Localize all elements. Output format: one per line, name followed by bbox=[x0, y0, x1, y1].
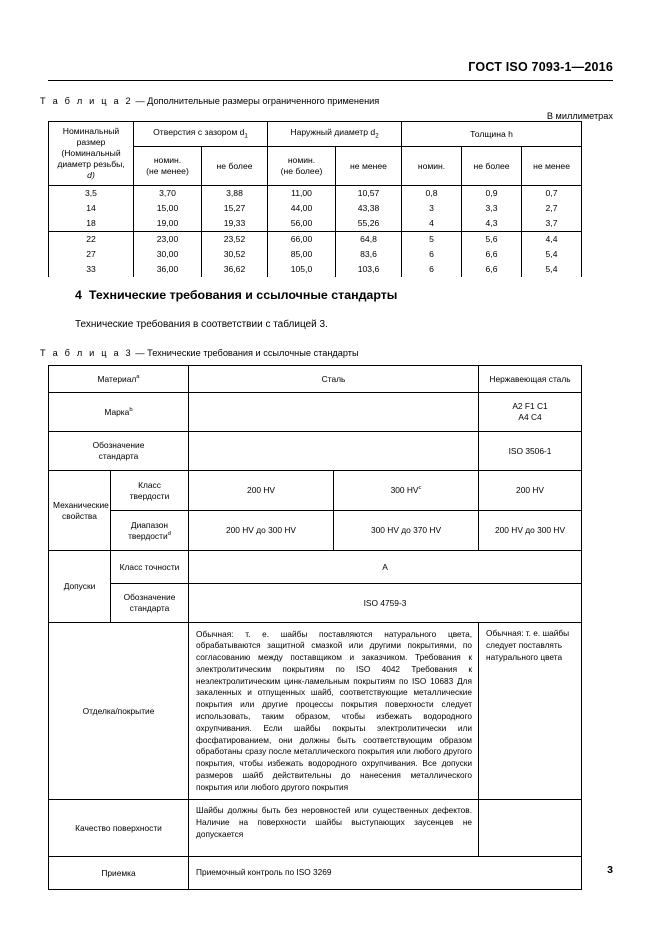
table3-caption-text: Технические требования и ссылочные стандарты bbox=[147, 348, 359, 358]
table-row bbox=[49, 432, 582, 471]
row-label-standard-designation: Обозначение стандарта bbox=[49, 432, 189, 471]
cell-d2-min: 64,8 bbox=[336, 232, 402, 248]
table2-sub-thickness-nominal: номин. bbox=[402, 147, 462, 186]
cell-d2-nominal: 44,00 bbox=[268, 201, 336, 216]
table-row bbox=[49, 551, 582, 584]
cell-d1-nominal: 3,70 bbox=[134, 186, 202, 202]
cell-d1-max: 23,52 bbox=[202, 232, 268, 248]
table2-units-note: В миллиметрах bbox=[546, 111, 613, 121]
cell-d2-min: 83,6 bbox=[336, 247, 402, 262]
standard-number: ГОСТ ISO 7093-1—2016 bbox=[468, 60, 613, 74]
cell-h-min: 5,4 bbox=[522, 247, 582, 262]
section-heading-4 bbox=[75, 288, 397, 302]
table3-header-material: Материал$^a$ bbox=[49, 366, 189, 393]
cell-d2-nominal: 56,00 bbox=[268, 216, 336, 232]
table3-header-steel: Сталь bbox=[189, 366, 479, 393]
cell-h-max: 0,9 bbox=[462, 186, 522, 202]
cell-nominal-size: 22 bbox=[49, 232, 134, 248]
cell-hardness-range-steel-2: 300 HV до 370 HV bbox=[334, 511, 479, 551]
row-label-hardness-range: Диапазон твердости$^d$ bbox=[111, 511, 189, 551]
cell-accuracy-class-value: A bbox=[189, 551, 582, 584]
cell-d2-nominal: 66,00 bbox=[268, 232, 336, 248]
row-label-grade: Марка$^b$ bbox=[49, 393, 189, 432]
cell-h-min: 3,7 bbox=[522, 216, 582, 232]
cell-h-max: 5,6 bbox=[462, 232, 522, 248]
cell-d1-max: 19,33 bbox=[202, 216, 268, 232]
cell-hardness-range-steel: 200 HV до 300 HV bbox=[189, 511, 334, 551]
page-number: 3 bbox=[607, 864, 613, 876]
table-row bbox=[49, 471, 582, 511]
table2-group-thickness: Толщина h bbox=[402, 122, 582, 147]
cell-grade-stainless: A2 F1 C1 A4 C4 bbox=[479, 393, 582, 432]
table3-header-row bbox=[49, 366, 582, 393]
cell-nominal-size: 14 bbox=[49, 201, 134, 216]
table2-caption-dash: — bbox=[132, 96, 148, 106]
table-row bbox=[49, 216, 582, 232]
table2-sub-thickness-max: не более bbox=[462, 147, 522, 186]
cell-d1-max: 36,62 bbox=[202, 262, 268, 277]
table3-header-stainless-steel: Нержавеющая сталь bbox=[479, 366, 582, 393]
cell-d1-nominal: 30,00 bbox=[134, 247, 202, 262]
cell-d1-nominal: 36,00 bbox=[134, 262, 202, 277]
row-label-surface-quality: Качество поверхности bbox=[49, 800, 189, 857]
cell-d2-min: 55,26 bbox=[336, 216, 402, 232]
cell-h-min: 4,4 bbox=[522, 232, 582, 248]
cell-nominal-size: 27 bbox=[49, 247, 134, 262]
table-row bbox=[49, 201, 582, 216]
table2-sub-hole-max: не более bbox=[202, 147, 268, 186]
section-number: 4 bbox=[75, 288, 82, 302]
cell-d1-max: 3,88 bbox=[202, 186, 268, 202]
cell-nominal-size: 18 bbox=[49, 216, 134, 232]
table-row bbox=[49, 262, 582, 277]
table2-caption-text: Дополнительные размеры ограниченного применения bbox=[147, 96, 380, 106]
cell-h-nominal: 6 bbox=[402, 247, 462, 262]
cell-h-min: 5,4 bbox=[522, 262, 582, 277]
cell-h-max: 3,3 bbox=[462, 201, 522, 216]
table3-caption-label: Т а б л и ц а 3 bbox=[40, 348, 133, 358]
row-label-accuracy-class: Класс точности bbox=[111, 551, 189, 584]
cell-d2-nominal: 11,00 bbox=[268, 186, 336, 202]
cell-grade-steel bbox=[189, 393, 479, 432]
table-row bbox=[49, 186, 582, 202]
table2-caption-label: Т а б л и ц а 2 bbox=[40, 96, 133, 106]
table2-sub-thickness-min: не менее bbox=[522, 147, 582, 186]
cell-finish-steel: Обычная: т. е. шайбы поставляются натурального цвета, обрабатываются защитной смазкой или другими покрытиями, по согласованию между поставщиком и заказчиком. Требования к электролитическим покрытиям по ISO 4042 Требования к неэлектролитическим цинк-ламельным покрытиям по ISO 10683 Для закаленных и отпущенных шайб, соответствующие металлические покрытия или другие процессы покрытия поверхности следует использовать, таким образом, чтобы избежать водородного охрупчивания. Если шайбы покрыты электролитически или фосфатированием, они должны быть соответствующим образом обработаны сразу после металлического покрытия или любого другого покрытия, чтобы избежать водородного охрупчивания. Все допуски размеров шайб действительны до нанесения металлического покрытия или любого другого покрытия bbox=[189, 623, 479, 800]
cell-nominal-size: 3,5 bbox=[49, 186, 134, 202]
cell-d1-nominal: 19,00 bbox=[134, 216, 202, 232]
cell-d1-nominal: 15,00 bbox=[134, 201, 202, 216]
table-row bbox=[49, 623, 582, 800]
table-technical-requirements bbox=[48, 365, 582, 890]
cell-d2-min: 10,57 bbox=[336, 186, 402, 202]
cell-hardness-class-stainless: 200 HV bbox=[479, 471, 582, 511]
cell-h-nominal: 6 bbox=[402, 262, 462, 277]
row-label-tolerance-standard: Обозначение стандарта bbox=[111, 584, 189, 623]
cell-h-min: 0,7 bbox=[522, 186, 582, 202]
table3-caption-dash: — bbox=[132, 348, 148, 358]
table2-sub-hole-nominal: номин. (не менее) bbox=[134, 147, 202, 186]
table-row bbox=[49, 584, 582, 623]
row-label-acceptance: Приемка bbox=[49, 857, 189, 890]
table2-sub-outer-nominal: номин. (не более) bbox=[268, 147, 336, 186]
table2-group-hole: Отверстия с зазором $d_1$ bbox=[134, 122, 268, 147]
cell-h-nominal: 5 bbox=[402, 232, 462, 248]
cell-h-nominal: 0,8 bbox=[402, 186, 462, 202]
table2-header-group-row bbox=[49, 122, 582, 147]
cell-h-max: 4,3 bbox=[462, 216, 522, 232]
cell-tolerance-standard-value: ISO 4759-3 bbox=[189, 584, 582, 623]
table-row bbox=[49, 393, 582, 432]
table-row bbox=[49, 511, 582, 551]
table3-caption bbox=[40, 348, 359, 358]
table-row bbox=[49, 247, 582, 262]
table2-caption bbox=[40, 96, 379, 106]
cell-surface-quality-stainless bbox=[479, 800, 582, 857]
table2-col-nominal-size: Номинальный размер (Номинальный диаметр резьбы, d) bbox=[49, 122, 134, 186]
cell-standard-stainless: ISO 3506-1 bbox=[479, 432, 582, 471]
cell-d2-nominal: 85,00 bbox=[268, 247, 336, 262]
cell-acceptance-text: Приемочный контроль по ISO 3269 bbox=[189, 857, 582, 890]
cell-h-max: 6,6 bbox=[462, 247, 522, 262]
table-additional-dimensions bbox=[48, 121, 582, 277]
document-running-header bbox=[48, 58, 613, 81]
row-label-tolerances: Допуски bbox=[49, 551, 111, 623]
cell-nominal-size: 33 bbox=[49, 262, 134, 277]
cell-hardness-class-steel: 200 HV bbox=[189, 471, 334, 511]
cell-hardness-range-stainless: 200 HV до 300 HV bbox=[479, 511, 582, 551]
table2-sub-outer-min: не менее bbox=[336, 147, 402, 186]
cell-hardness-class-steel-2: 300 $HV^c$ bbox=[334, 471, 479, 511]
cell-h-max: 6,6 bbox=[462, 262, 522, 277]
table-row bbox=[49, 857, 582, 890]
cell-surface-quality-text: Шайбы должны быть без неровностей или существенных дефектов. Наличие на поверхности шайбы выступающих заусенцев не допускается bbox=[189, 800, 479, 857]
cell-standard-steel bbox=[189, 432, 479, 471]
cell-d1-max: 15,27 bbox=[202, 201, 268, 216]
cell-d2-min: 43,38 bbox=[336, 201, 402, 216]
cell-d1-max: 30,52 bbox=[202, 247, 268, 262]
cell-d1-nominal: 23,00 bbox=[134, 232, 202, 248]
cell-d2-nominal: 105,0 bbox=[268, 262, 336, 277]
cell-d2-min: 103,6 bbox=[336, 262, 402, 277]
cell-h-nominal: 4 bbox=[402, 216, 462, 232]
table-row bbox=[49, 232, 582, 248]
row-label-hardness-class: Класс твердости bbox=[111, 471, 189, 511]
cell-finish-stainless: Обычная: т. е. шайбы следует поставлять натурального цвета bbox=[479, 623, 582, 800]
cell-h-min: 2,7 bbox=[522, 201, 582, 216]
table-row bbox=[49, 800, 582, 857]
row-label-mechanical-properties: Механические свойства bbox=[49, 471, 111, 551]
section-title: Технические требования и ссылочные стандарты bbox=[88, 288, 398, 302]
table2-group-outer-diameter: Наружный диаметр $d_2$ bbox=[268, 122, 402, 147]
section4-paragraph: Технические требования в соответствии с таблицей 3. bbox=[75, 319, 328, 330]
row-label-finish-coating: Отделка/покрытие bbox=[49, 623, 189, 800]
cell-h-nominal: 3 bbox=[402, 201, 462, 216]
